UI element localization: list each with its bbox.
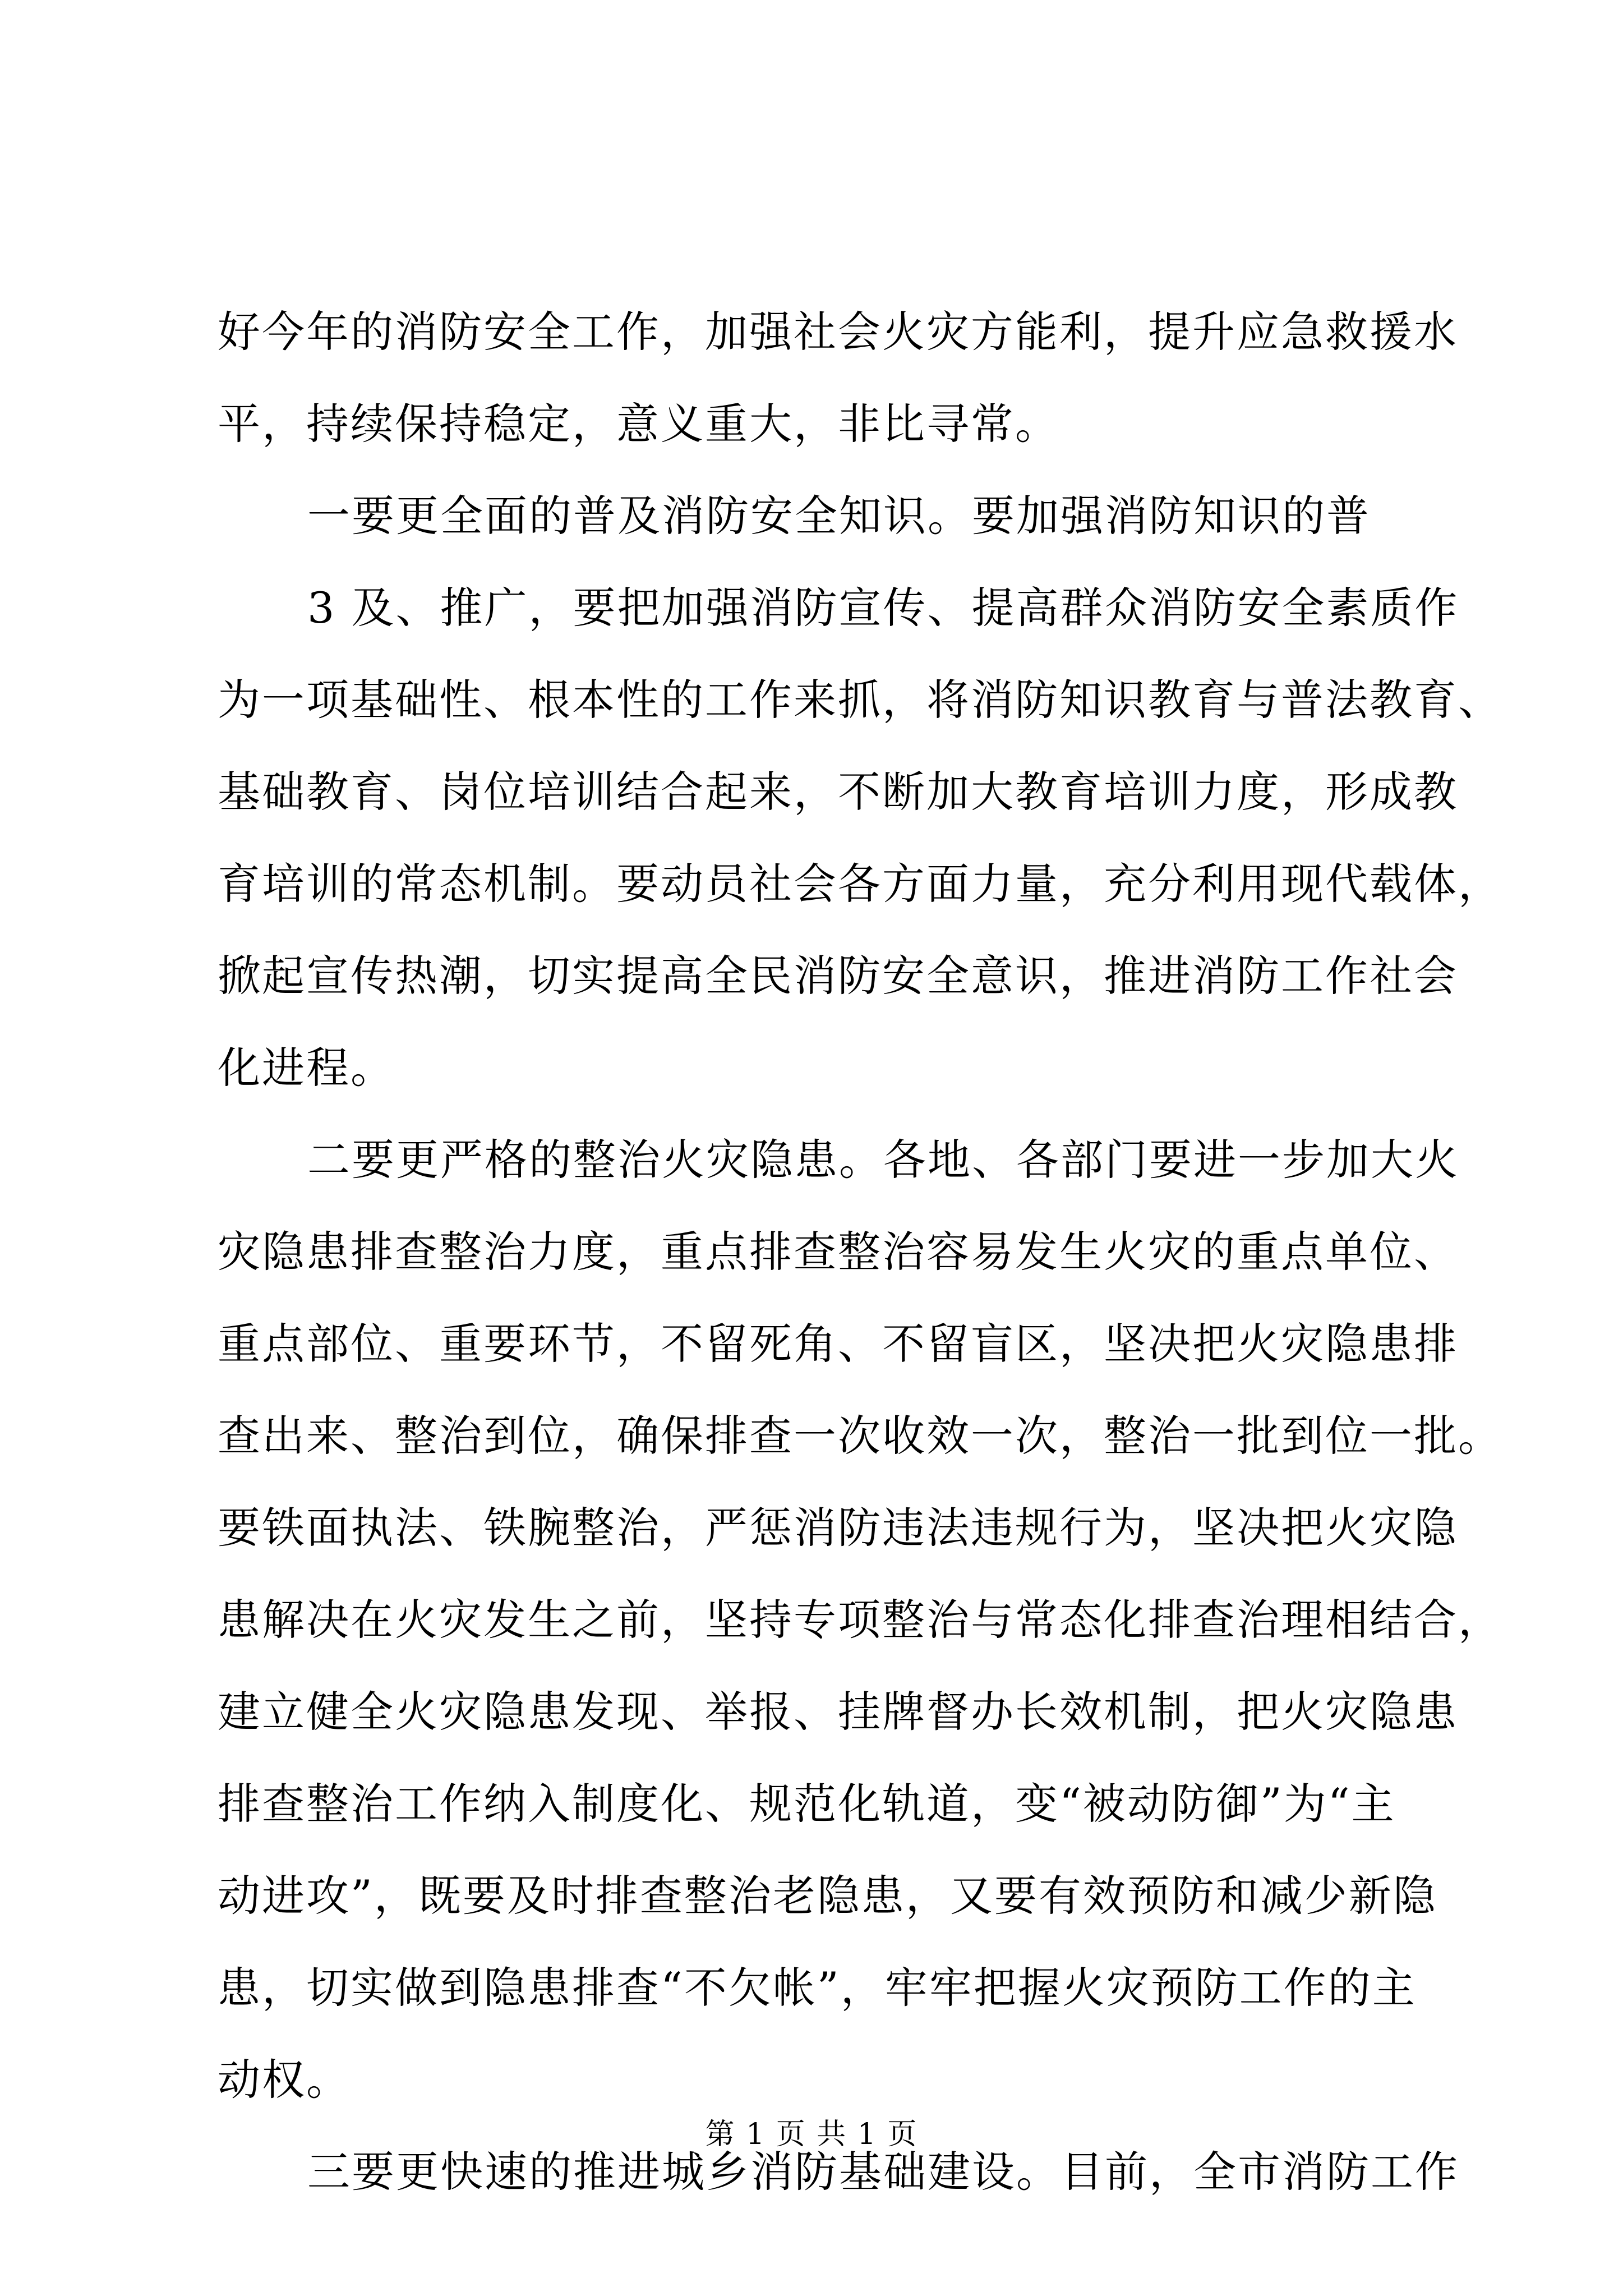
- text-line: 基础教育、岗位培训结合起来，不断加大教育培训力度，形成教: [218, 767, 1458, 817]
- text-line: 重点部位、重要环节，不留死角、不留盲区，坚决把火灾隐患排: [218, 1319, 1458, 1369]
- text-line: 灾隐患排查整治力度，重点排查整治容易发生火灾的重点单位、: [218, 1227, 1458, 1277]
- text-line: 动权。: [218, 2055, 351, 2105]
- text-line: 查出来、整治到位，确保排查一次收效一次，整治一批到位一批。: [218, 1411, 1502, 1461]
- text-line: 化进程。: [218, 1043, 395, 1093]
- text-line: 患解决在火灾发生之前，坚持专项整治与常态化排查治理相结合，: [218, 1595, 1502, 1645]
- text-line: 好今年的消防安全工作，加强社会火灾方能利，提升应急救援水: [218, 307, 1458, 357]
- text-line: 平，持续保持稳定，意义重大，非比寻常。: [218, 399, 1059, 449]
- text-line: 掀起宣传热潮，切实提高全民消防安全意识，推进消防工作社会: [218, 951, 1458, 1001]
- text-line: 排查整治工作纳入制度化、规范化轨道，变“被动防御”为“主: [218, 1779, 1396, 1829]
- text-line: 患，切实做到隐患排查“不欠帐”，牢牢把握火灾预防工作的主: [218, 1963, 1417, 2013]
- document-body: [218, 286, 1502, 2218]
- page-number-label: 第 1 页 共 1 页: [705, 2118, 918, 2151]
- text-line: 育培训的常态机制。要动员社会各方面力量，充分利用现代载体，: [218, 859, 1502, 909]
- text-line: 3 及、推广，要把加强消防宣传、提高群众消防安全素质作: [307, 583, 1459, 633]
- paragraph-start-line: 三要更快速的推进城乡消防基础建设。目前，全市消防工作: [307, 2147, 1459, 2197]
- paragraph-start-line: 二要更严格的整治火灾隐患。各地、各部门要进一步加大火: [307, 1135, 1459, 1185]
- text-line: 为一项基础性、根本性的工作来抓，将消防知识教育与普法教育、: [218, 675, 1502, 725]
- text-line: 建立健全火灾隐患发现、举报、挂牌督办长效机制，把火灾隐患: [218, 1687, 1458, 1737]
- paragraph-start-line: 一要更全面的普及消防安全知识。要加强消防知识的普: [307, 491, 1371, 541]
- text-line: 动进攻”，既要及时排查整治老隐患，又要有效预防和减少新隐: [218, 1871, 1437, 1921]
- page-footer: [0, 2115, 1623, 2154]
- text-line: 要铁面执法、铁腕整治，严惩消防违法违规行为，坚决把火灾隐: [218, 1503, 1458, 1553]
